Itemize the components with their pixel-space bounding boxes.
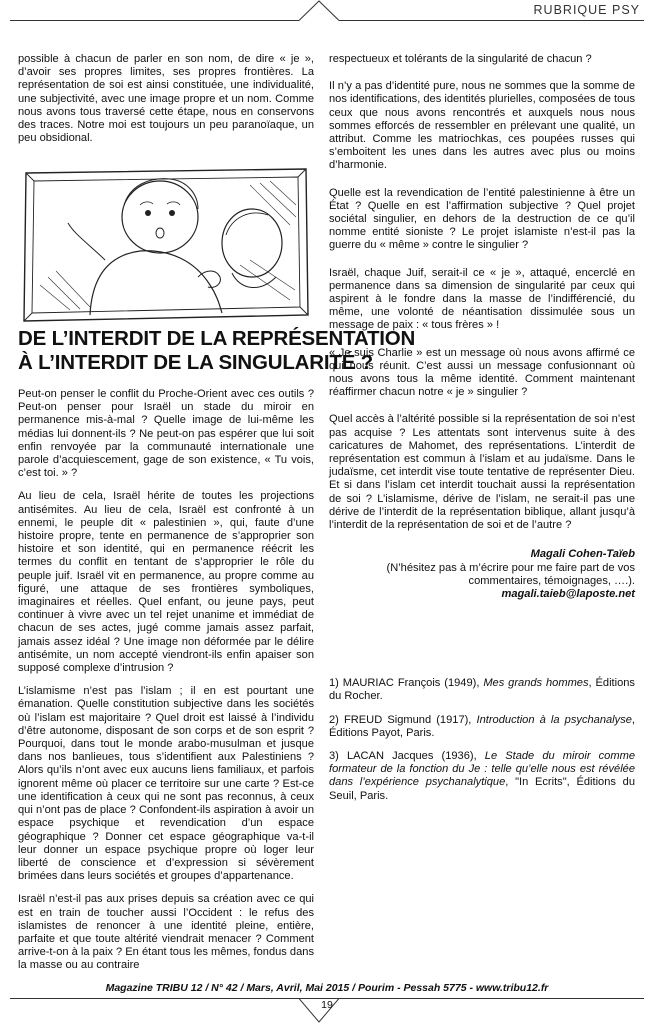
references [329, 677, 635, 803]
section-title-line: DE L’INTERDIT DE LA REPRÉSENTATION [18, 327, 416, 350]
reference-item: 1) MAURIAC François (1949), Mes grands hommes, Éditions du Rocher. [329, 677, 635, 703]
author-email-link[interactable]: magali.taieb@laposte.net [501, 587, 635, 600]
paragraph: Quel accès à l’altérité possible si la représentation de soi n’est pas acquise ? Les attentats sont intervenus suite à des caricatures de Mahomet, des représentations. L’interdit de représentation est commun à l’islam et au judaïsme. Dans le judaïsme, cet interdit vise toute tentative de représenter Dieu. Et si dans l’islam cet interdit touchait aussi la représentation de soi ? L’islamisme, dérive de l’islam, ne serait-il pas une dérive de l’interdit de la représentation biblique, allant jusqu’à l’interdit de la représentation de soi et de l’autre ? [329, 413, 635, 532]
right-column [329, 53, 635, 813]
author-name: Magali Cohen-Taïeb [530, 548, 635, 561]
page-number: 19 [321, 999, 333, 1011]
reference-item: 2) FREUD Sigmund (1917), Introduction à la psychanalyse, Éditions Payot, Paris. [329, 713, 635, 739]
paragraph: Il n’y a pas d’identité pure, nous ne sommes que la somme de nos identifications, des identités plurielles, composées de tous ceux que nous avons rencontrés et auxquels nous nous sommes efforcés de ressembler en prélevant une qualité, un attribut. Comme les matriochkas, ces poupées russes qui s’emboitent les unes dans les autres avec plus ou moins d’harmonie. [329, 80, 635, 172]
paragraph: L’islamisme n’est pas l’islam ; il en est pourtant une émanation. Quelle constitution subjective dans les sociétés où l’islam est majoritaire ? Quel droit est laissé à l’individu d’être autonome, disposant de son corps et de son esprit ? Pourquoi, dans tout le monde arabo-musulman et jusque dans nos banlieues, tous s’identifient aux Palestiniens ? Alors qu’ils n’ont avec eux aucuns liens familiaux, et parfois ignorent même où placer ce territoire sur une carte ? Est-ce une identification à ceux qui ne sont pas reconnus, à ceux qui n’ont pas de place ? Confondent-ils aspiration à avoir un espace psychique et revendication d’un espace géographique ? Donner cet espace géographique va-t-il leur donner un espace psychique propre où loger leur liberté de conscience et d’expression si sévèrement brimées dans leurs sociétés et groupes d’appartenance. [18, 685, 314, 883]
footer-credits: Magazine TRIBU 12 / N° 42 / Mars, Avril, Mai 2015 / Pourim - Pessah 5775 - www.tribu12.fr [105, 982, 549, 994]
left-column-intro [18, 53, 314, 155]
section-title [18, 327, 416, 375]
paragraph: « Je suis Charlie » est un message où nous avons affirmé ce qui nous réunit. C’est aussi un message confusionnant où nous avons tous la même identité. Comment maintenant réaffirmer chacun notre « je » singulier ? [329, 346, 635, 399]
paragraph: Israël n’est-il pas aux prises depuis sa création avec ce qui est en train de toucher aussi l’Occident : le refus des islamistes de renoncer à une identité pleine, entière, parfaite et que toute altérité viendrait menacer ? Comment arrive-t-on à la paix ? En étant tous les mêmes, fondus dans la masse ou au contraire [18, 893, 314, 972]
section-title-line: À L’INTERDIT DE LA SINGULARITÉ ? [18, 351, 374, 374]
child-mirror-illustration [20, 165, 312, 327]
header-notch-ornament [299, 0, 339, 22]
paragraph: Peut-on penser le conflit du Proche-Orient avec ces outils ? Peut-on penser pour Israël un stade du miroir en permanence mis-à-mal ? Quelle image de lui-même les médias lui donnent-ils ? Ne peut-on pas espérer que lui soit enfin renvoyée par la communauté internationale une parole d’acquiescement, gage de son existence, « Tu vois, c’est toi. » ? [18, 388, 314, 480]
reference-item: 3) LACAN Jacques (1936), Le Stade du miroir comme formateur de la fonction du Je : telle qu’elle nous est révélée dans l’expérience psychanalytique, "In Ecrits", Éditions du Seuil, Paris. [329, 749, 635, 802]
left-column-body [18, 388, 314, 983]
paragraph: possible à chacun de parler en son nom, de dire « je », d’avoir ses propres limites, ses propres frontières. La représentation de soi est ainsi constituée, une individualité, une subjectivité, avec une image propre et un nom. Comme nous avons tous traversé cette étape, nous en conservons des traces. Notre moi est toujours un peu paranoïaque, un peu obsidional. [18, 53, 314, 145]
section-rubrique: RUBRIQUE PSY [533, 3, 640, 17]
paragraph: Au lieu de cela, Israël hérite de toutes les projections antisémites. Au lieu de cela, Israël est confronté à un ennemi, le peuple dit « palestinien », qui, faute d’une histoire propre, tente en permanence de s’approprier son histoire et son identité, qui en permanence réécrit les termes du conflit en tentant de s’approprier le rôle du peuple juif. Israël vit en permanence, au propre comme au figuré, une attaque de ses frontières symboliques, imaginaires et réelles. Quel enfant, ou jeune pays, peut continuer à vivre avec un tel rejet unanime et immédiat de chacun de ses actes, jugé comme jamais assez parfait, jamais assez idéal ? Une image non déformée par le délire antisémite, un nom accepté viendront-ils enfin apaiser son supposé complexe d’intrusion ? [18, 490, 314, 675]
paragraph: Quelle est la revendication de l’entité palestinienne à être un État ? Quelle en est l’affirmation subjective ? Quel projet sociétal singulier, en dehors de la destruction de ce qu’il nomme entité sioniste ? Le projet islamiste n’est-il pas la guerre du « même » contre le singulier ? [329, 186, 635, 252]
paragraph: respectueux et tolérants de la singularité de chacun ? [329, 53, 592, 65]
author-note: (N’hésitez pas à m’écrire pour me faire part de vos commentaires, témoignages, ….). [386, 561, 635, 587]
paragraph: Israël, chaque Juif, serait-il ce « je », attaqué, encerclé en permanence dans sa dimension de singularité par ceux qui aspirent à le fondre dans la masse de l’indifférencié, du même, une volonté de néantisation dissimulée sous un message de paix : « tous frères » ! [329, 266, 635, 332]
author-signature [329, 548, 635, 601]
